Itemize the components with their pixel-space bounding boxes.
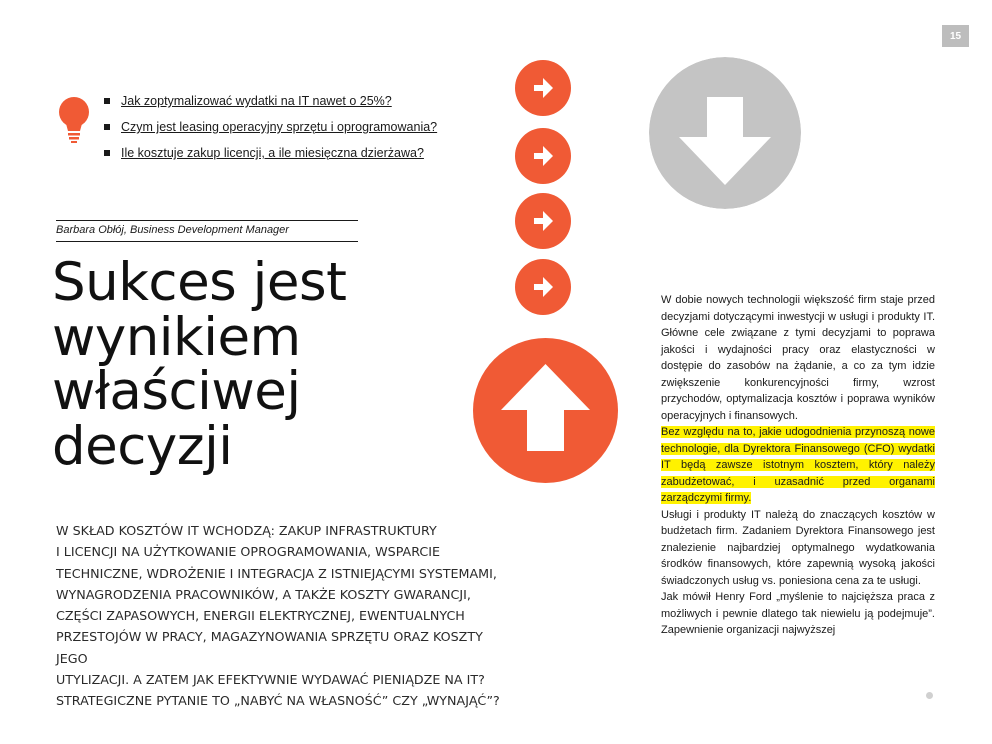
lead-line: WYNAGRODZENIA PRACOWNIKÓW, A TAKŻE KOSZTY GWARANCJI, bbox=[56, 586, 471, 602]
headline-line: wynikiem bbox=[52, 306, 301, 368]
lead-line: PRZESTOJÓW W PRACY, MAGAZYNOWANIA SPRZĘTU ORAZ KOSZTY JEGO bbox=[56, 629, 483, 666]
lightbulb-icon bbox=[56, 96, 92, 146]
author-bottom-rule bbox=[56, 241, 358, 242]
lead-line: TECHNICZNE, WDROŻENIE I INTEGRACJA Z ISTNIEJĄCYMI SYSTEMAMI, bbox=[56, 565, 497, 581]
bullet-square bbox=[104, 98, 110, 104]
lead-paragraph bbox=[56, 520, 506, 712]
bullet-square bbox=[104, 150, 110, 156]
question-link-3[interactable]: Ile kosztuje zakup licencji, a ile miesięczna dzierżawa? bbox=[121, 146, 424, 160]
question-link-2[interactable]: Czym jest leasing operacyjny sprzętu i oprogramowania? bbox=[121, 120, 438, 134]
lead-line: W SKŁAD KOSZTÓW IT WCHODZĄ: ZAKUP INFRASTRUKTURY bbox=[56, 523, 437, 538]
arrow-right-circle bbox=[515, 60, 571, 116]
list-item bbox=[104, 120, 437, 134]
author-byline: Barbara Obłój, Business Development Manager bbox=[56, 224, 289, 236]
list-item bbox=[104, 146, 437, 160]
body-paragraph: Jak mówił Henry Ford „myślenie to najcięższa praca z możliwych i pewnie dlatego tak niewielu ją podejmuje”. Zapewnienie organizacji najwyższej bbox=[661, 591, 935, 636]
body-paragraph-highlighted bbox=[661, 424, 935, 507]
highlighted-text: Bez względu na to, jakie udogodnienia przynoszą nowe technologie, dla Dyrektora Finansowego (CFO) wydatki IT będą zawsze istotnym kosztem, który należy zabudżetować, i uzasadnić przed organami zarządczymi firmy. bbox=[661, 426, 935, 504]
page-dot-icon bbox=[926, 692, 933, 699]
arrow-right-icon bbox=[527, 205, 559, 237]
headline-line: Sukces jest bbox=[52, 252, 347, 313]
arrow-down-icon bbox=[649, 57, 801, 209]
arrow-right-icon bbox=[527, 140, 559, 172]
body-text bbox=[661, 292, 935, 639]
bullet-square bbox=[104, 124, 110, 130]
lead-line: CZĘŚCI ZAPASOWYCH, ENERGII ELEKTRYCZNEJ, EWENTUALNYCH bbox=[56, 608, 465, 624]
headline-line: właściwej bbox=[52, 361, 301, 422]
lead-line: STRATEGICZNE PYTANIE TO „NABYĆ NA WŁASNOŚĆ” CZY „WYNAJĄĆ”? bbox=[56, 693, 500, 709]
page-title bbox=[52, 252, 347, 477]
list-item bbox=[104, 94, 437, 108]
body-paragraph: Usługi i produkty IT należą do znaczących kosztów w budżetach firm. Zadaniem Dyrektora Finansowego jest znalezienie najbardziej optymalnego wydatkowania środków finansowych, które zapewnią wysoką jakości świadczonych usług vs. poniesiona cena za te usługi. bbox=[661, 508, 935, 587]
arrow-right-icon bbox=[527, 271, 559, 303]
lead-line: I LICENCJI NA UŻYTKOWANIE OPROGRAMOWANIA, WSPARCIE bbox=[56, 544, 441, 560]
arrow-up-icon bbox=[473, 338, 618, 483]
page-number: 15 bbox=[942, 25, 969, 47]
body-paragraph: W dobie nowych technologii większość firm staje przed decyzjami dotyczącymi inwestycji w usługi i produkty IT. Główne cele związane z tymi decyzjami to poprawa jakości i wydajności pracy oraz elastyczności w dostępie do zasobów na żądanie, a co za tym idzie zwiększenie konkurencyjności firmy, wzrost przychodów, optymalizacja kosztów i poprawa wyników operacyjnych i finansowych. bbox=[661, 294, 935, 422]
author-top-rule bbox=[56, 220, 358, 221]
headline-line: decyzji bbox=[52, 415, 233, 477]
arrow-right-circle bbox=[515, 259, 571, 315]
arrow-right-circle bbox=[515, 193, 571, 249]
arrow-right-icon bbox=[527, 72, 559, 104]
question-list bbox=[104, 94, 437, 172]
lead-line: UTYLIZACJI. A ZATEM JAK EFEKTYWNIE WYDAWAĆ PIENIĄDZE NA IT? bbox=[56, 672, 485, 688]
question-link-1[interactable]: Jak zoptymalizować wydatki na IT nawet o 25%? bbox=[121, 94, 392, 108]
arrow-right-circle bbox=[515, 128, 571, 184]
